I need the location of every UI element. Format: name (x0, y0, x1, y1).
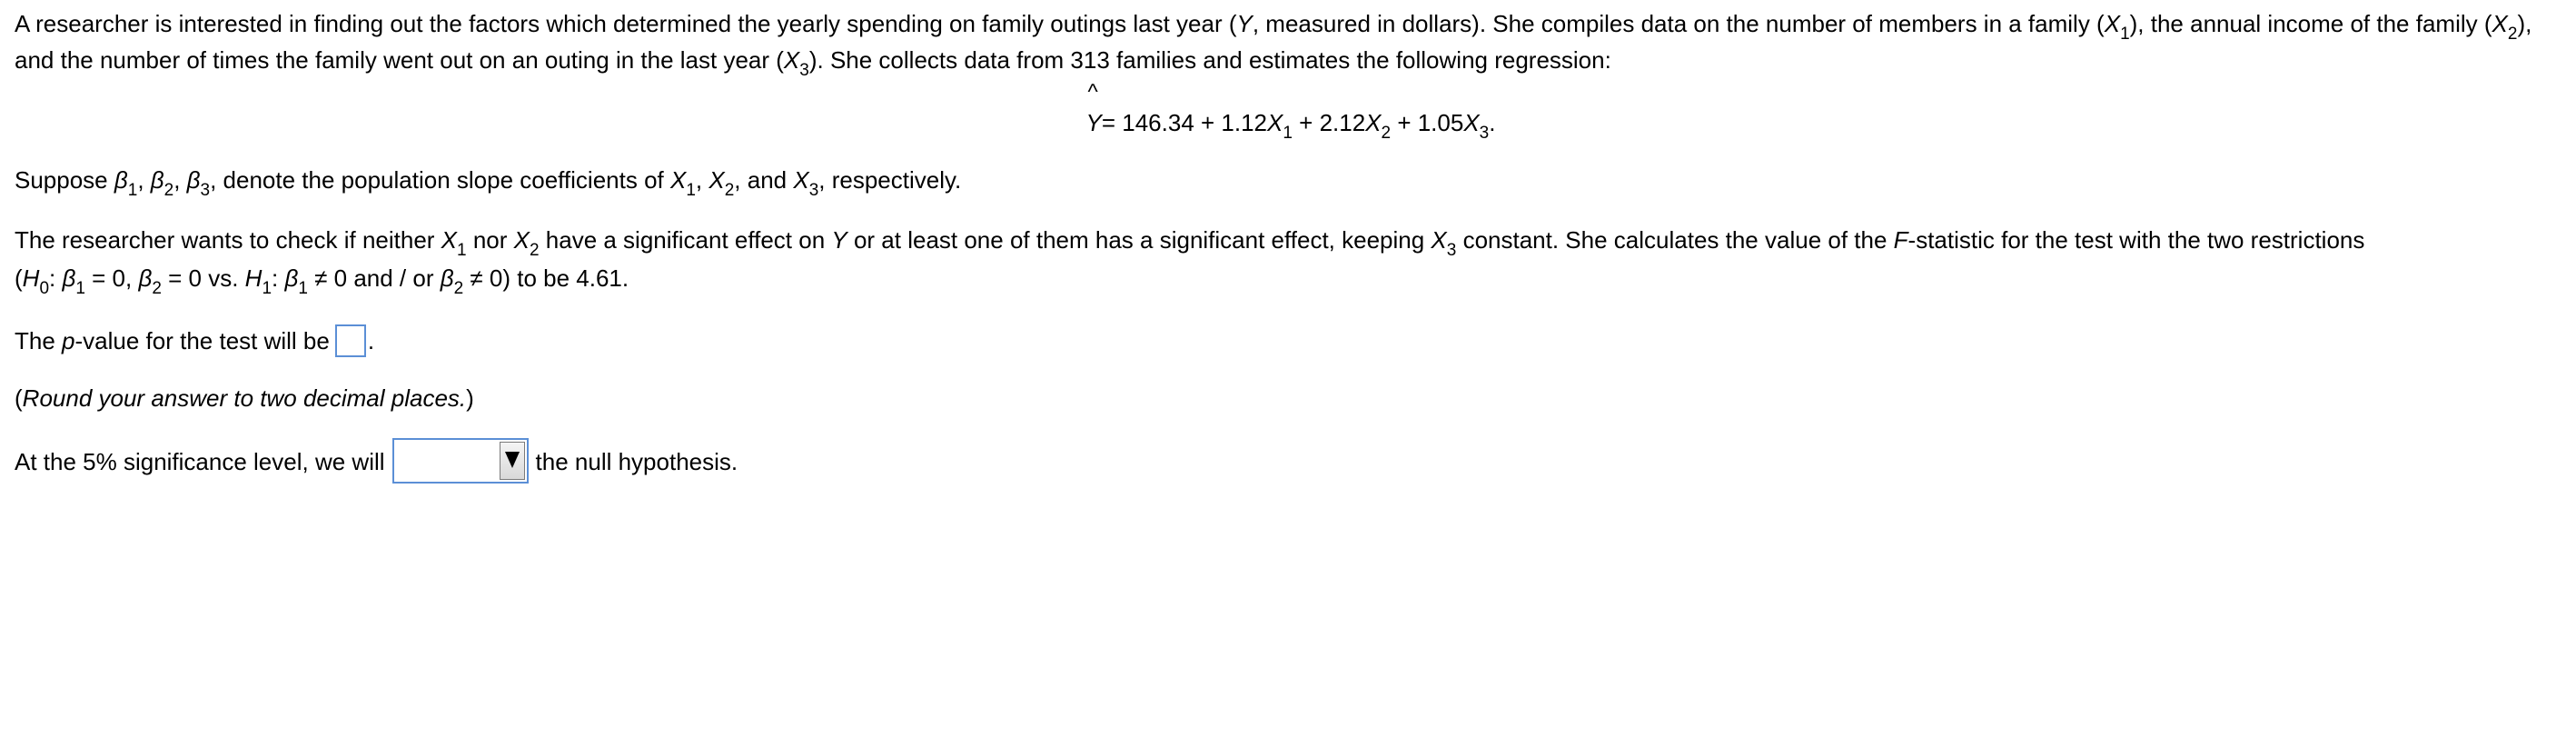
var-x1: X (441, 226, 458, 254)
paren: ( (15, 384, 23, 412)
pvalue-question (15, 320, 2561, 362)
var-y: Y (1236, 10, 1253, 37)
subscript: 3 (1479, 124, 1490, 143)
suppose-text: , respectively. (818, 166, 962, 194)
researcher-text: = 0 vs. (161, 264, 245, 292)
var-x2: X (1365, 109, 1382, 136)
suppose-text: , and (734, 166, 794, 194)
equation-text: + 1.05 (1391, 109, 1464, 136)
subscript: 2 (1381, 124, 1392, 143)
var-x2: X (708, 166, 725, 194)
researcher-text: ≠ 0 and / or (307, 264, 441, 292)
var-x3: X (793, 166, 809, 194)
researcher-text: constant. She calculates the value of the (1456, 226, 1894, 254)
var-x3: X (783, 46, 800, 74)
researcher-text: The researcher wants to check if neither (15, 226, 441, 254)
hat-symbol: ^ (1087, 80, 1098, 105)
equation-text: + 2.12 (1292, 109, 1366, 136)
subscript: 3 (200, 181, 211, 200)
subscript: 3 (799, 61, 809, 80)
intro-line-2 (15, 42, 2561, 78)
suppose-paragraph (15, 162, 2561, 198)
subscript: 1 (298, 279, 308, 298)
researcher-text: : (272, 264, 285, 292)
significance-text: At the 5% significance level, we will (15, 448, 385, 475)
subscript: 1 (686, 181, 696, 200)
var-beta1: β (114, 166, 128, 194)
var-x2: X (2492, 10, 2508, 37)
var-x3: X (1431, 226, 1447, 254)
subscript: 2 (2507, 25, 2518, 44)
pvalue-text: -value for the test will be (74, 327, 330, 354)
paren: ) (466, 384, 474, 412)
suppose-text: , (173, 166, 187, 194)
subscript: 1 (1283, 124, 1293, 143)
subscript: 1 (2120, 25, 2130, 44)
subscript: 0 (39, 279, 50, 298)
var-x1: X (2104, 10, 2121, 37)
dropdown-arrow-icon[interactable] (500, 442, 525, 480)
var-beta2: β (138, 264, 153, 292)
subscript: 2 (152, 279, 162, 298)
suppose-text: Suppose (15, 166, 114, 194)
var-x1: X (1267, 109, 1283, 136)
var-f: F (1893, 226, 1908, 254)
researcher-text: = 0, (84, 264, 139, 292)
var-x3: X (1463, 109, 1480, 136)
researcher-text: ( (15, 264, 23, 292)
subscript: 2 (453, 279, 464, 298)
var-x2: X (513, 226, 530, 254)
var-h1: H (244, 264, 263, 292)
researcher-paragraph (15, 222, 2561, 298)
var-p: p (62, 327, 75, 354)
researcher-text: -statistic for the test with the two restrictions (1907, 226, 2365, 254)
var-beta2: β (440, 264, 454, 292)
var-beta1: β (62, 264, 76, 292)
regression-equation (15, 80, 2561, 145)
subscript: 2 (163, 181, 174, 200)
significance-text: the null hypothesis. (535, 448, 738, 475)
subscript: 3 (1446, 241, 1457, 260)
suppose-text: , denote the population slope coefficients of (210, 166, 670, 194)
intro-paragraph (15, 5, 2561, 78)
intro-text: ). She collects data from 313 families and estimates the following regression: (808, 46, 1611, 74)
researcher-line-2 (15, 260, 2561, 298)
subscript: 2 (529, 241, 540, 260)
subscript: 3 (808, 181, 819, 200)
pvalue-answer-input[interactable] (335, 324, 366, 357)
var-h0: H (22, 264, 40, 292)
var-beta3: β (186, 166, 201, 194)
var-x1: X (669, 166, 687, 194)
researcher-line-1 (15, 222, 2561, 260)
subscript: 1 (262, 279, 272, 298)
rounding-text: Round your answer to two decimal places. (22, 384, 467, 412)
subscript: 1 (457, 241, 467, 260)
var-y: Y (1085, 109, 1102, 136)
intro-text: ), the annual income of the family ( (2129, 10, 2492, 37)
equation-text: = 146.34 + 1.12 (1101, 109, 1268, 136)
pvalue-text: The (15, 327, 63, 354)
subscript: 1 (75, 279, 85, 298)
researcher-text: ≠ 0) to be 4.61. (463, 264, 629, 292)
intro-text: and the number of times the family went out on an outing in the last year ( (15, 46, 784, 74)
pvalue-text: . (367, 327, 375, 354)
intro-text: , measured in dollars). She compiles data on the number of members in a family ( (1252, 10, 2105, 37)
researcher-text: have a significant effect on (539, 226, 832, 254)
researcher-text: : (49, 264, 63, 292)
significance-question (15, 438, 2561, 485)
researcher-text: or at least one of them has a significant effect, keeping (847, 226, 1432, 254)
intro-line-1 (15, 5, 2561, 42)
y-hat (1085, 80, 1102, 145)
subscript: 1 (127, 181, 138, 200)
rounding-instruction (15, 380, 2561, 416)
var-beta2: β (150, 166, 164, 194)
equation-text: . (1489, 109, 1496, 136)
intro-text: A researcher is interested in finding out the factors which determined the yearly spending on family outings last year ( (15, 10, 1237, 37)
suppose-text: , (695, 166, 709, 194)
intro-text: ), (2517, 10, 2532, 37)
var-beta1: β (284, 264, 299, 292)
researcher-text: nor (466, 226, 514, 254)
decision-dropdown[interactable] (392, 438, 529, 484)
var-y: Y (831, 226, 847, 254)
suppose-text: , (137, 166, 151, 194)
equation-content (1085, 80, 1496, 145)
subscript: 2 (724, 181, 735, 200)
